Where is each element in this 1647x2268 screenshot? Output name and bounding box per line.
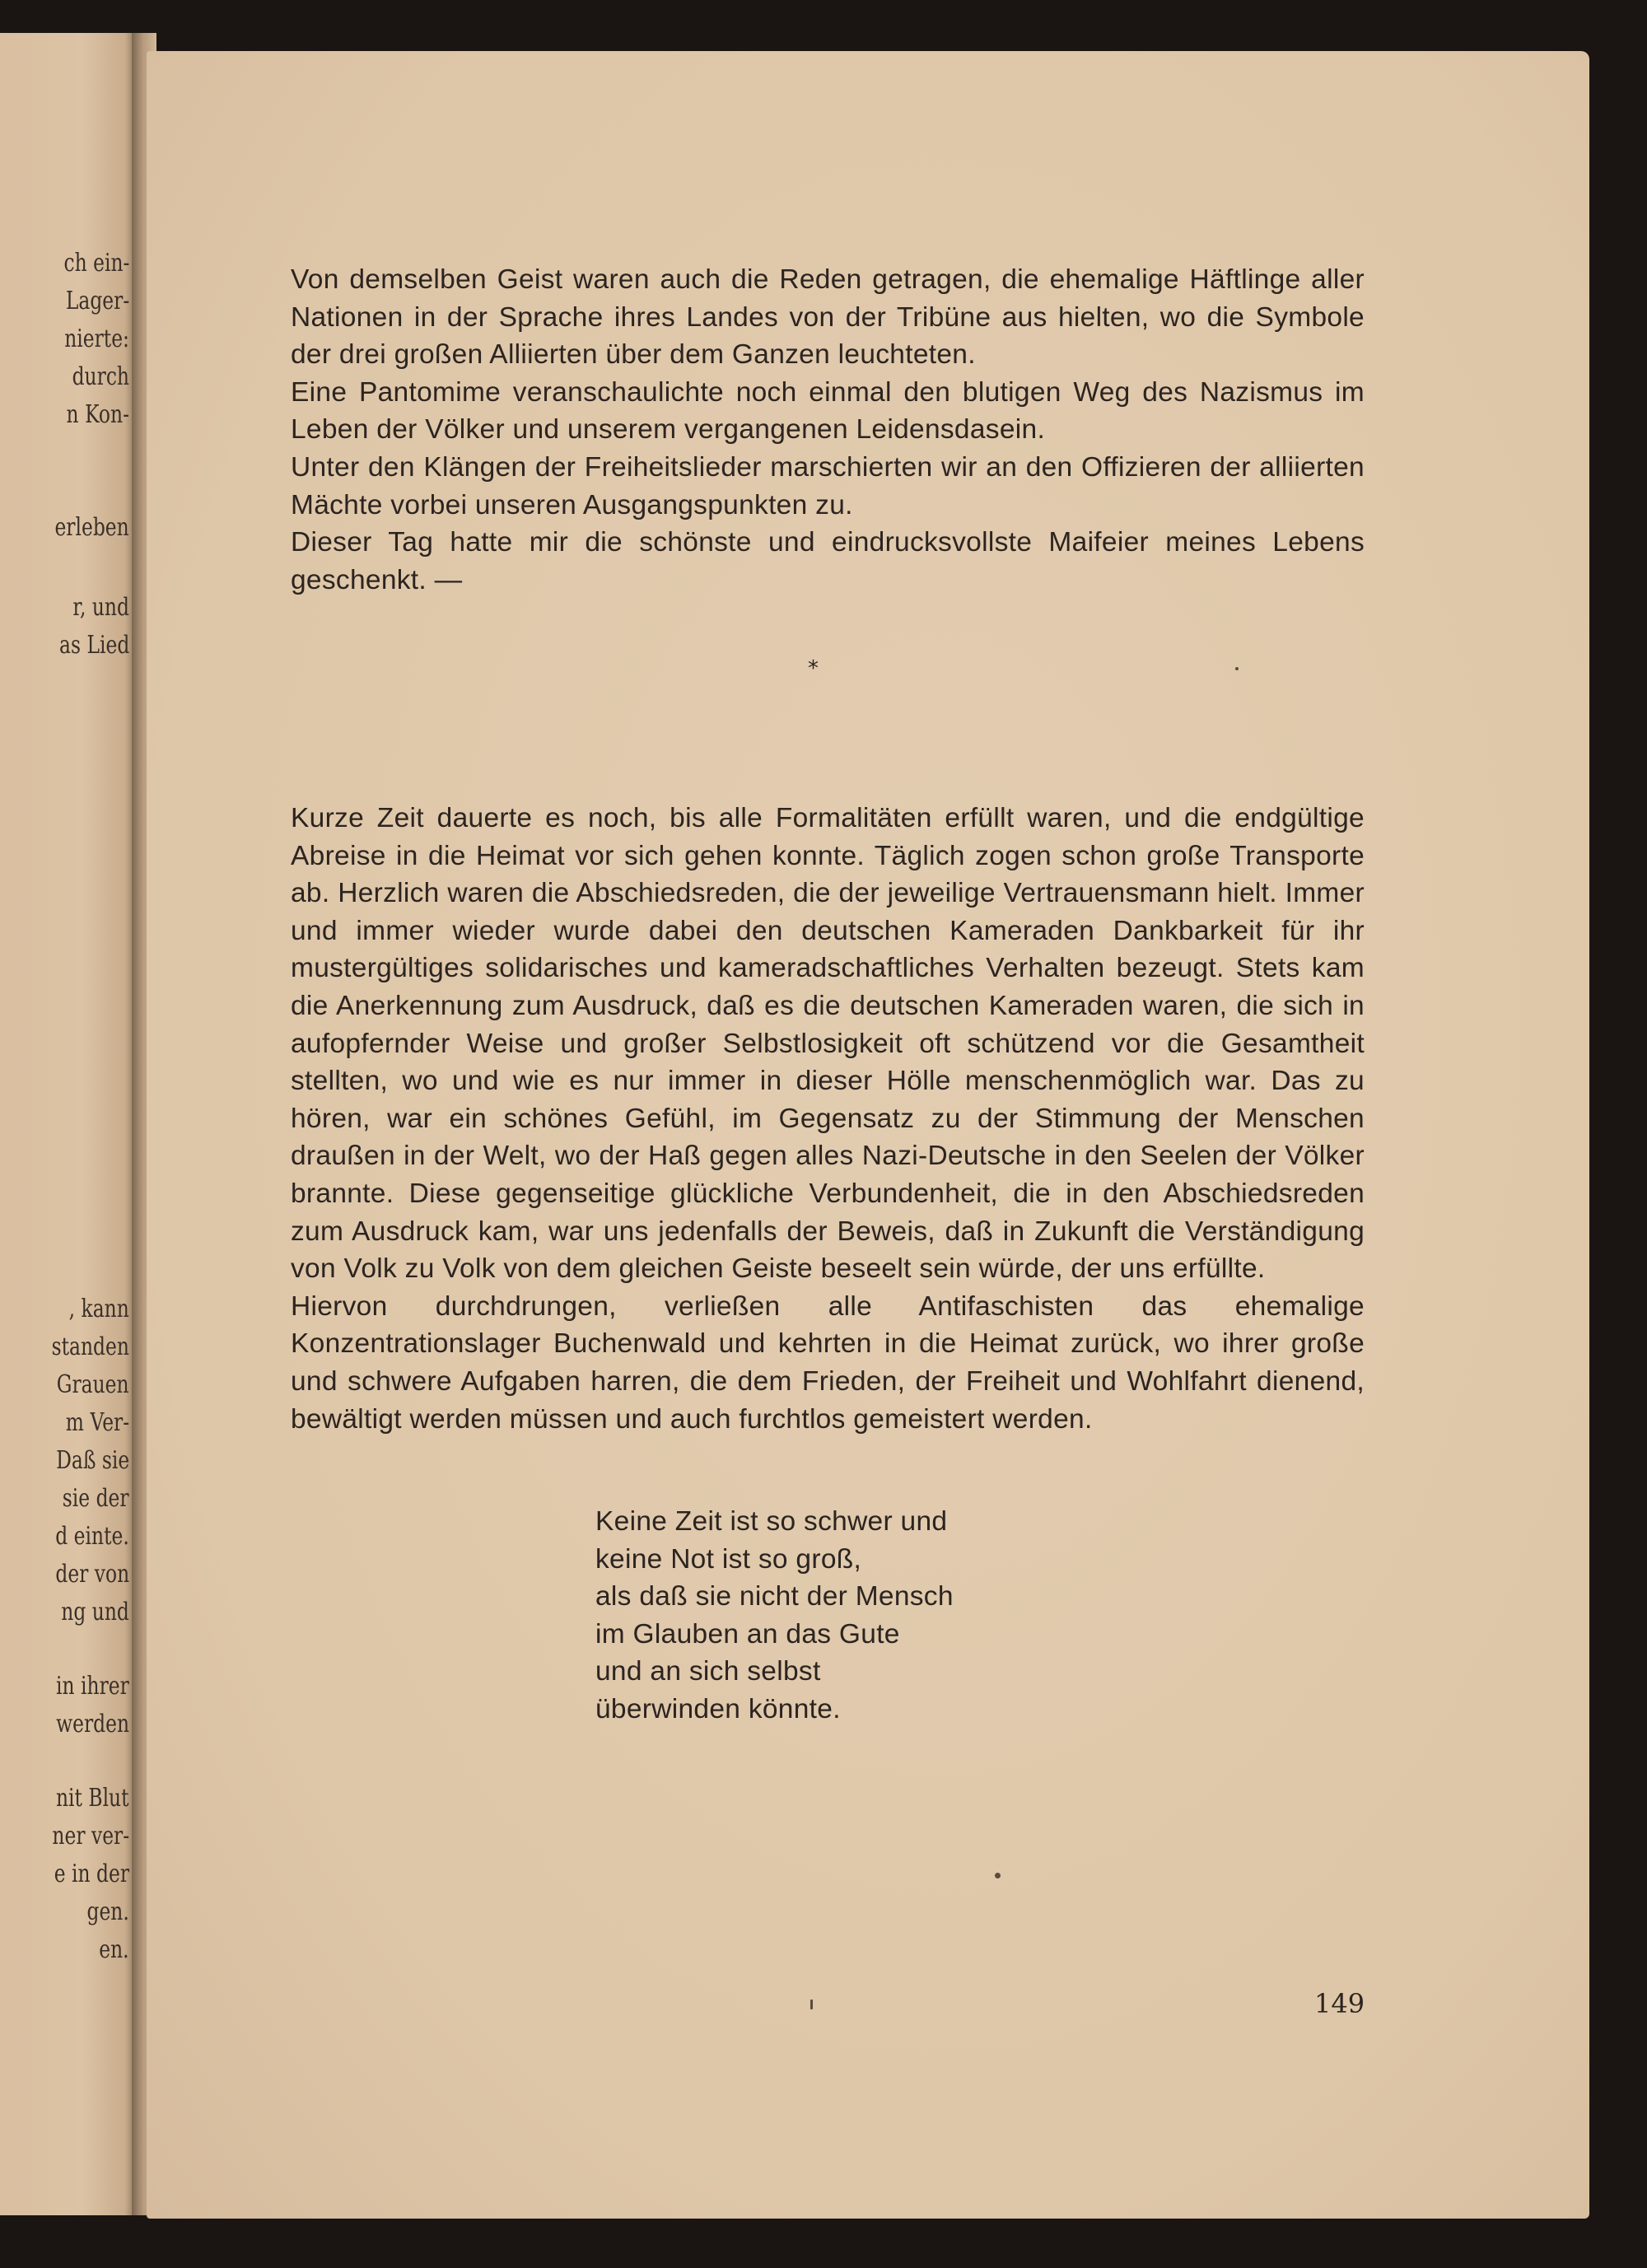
paragraph: Kurze Zeit dauerte es noch, bis alle Formalitäten erfüllt waren, und die endgültige Abreise in die Heimat vor sich gehen konnte. Täglich zogen schon große Transporte ab. Herzlich waren die Abschiedsreden, die der jeweilige Vertrauensmann hielt. Immer und immer wieder wurde dabei den deutschen Kameraden Dankbarkeit für ihr mustergültiges solidarisches und kameradschaftliches Verhalten bezeugt. Stets kam die Anerkennung zum Ausdruck, daß es die deutschen Kameraden waren, die sich in aufopfernder Weise und großer Selbstlosigkeit oft schützend vor die Gesamtheit stellten, wo und wie es nur immer in dieser Hölle menschenmöglich war. Das zu hören, war ein schönes Gefühl, im Gegensatz zu der Stimmung der Menschen draußen in der Welt, wo der Haß gegen alles Nazi-Deutsche in den Seelen der Völker brannte. Diese gegenseitige glückliche Verbundenheit, die in den Abschiedsreden zum Ausdruck kam, war uns jedenfalls der Beweis, daß in Zukunft die Verständigung von Volk zu Volk von dem gleichen Geiste beseelt sein würde, der uns erfüllte. bbox=[291, 803, 1365, 1285]
left-page-line: standen bbox=[51, 1332, 129, 1361]
left-page-line: , kann bbox=[68, 1295, 129, 1323]
paper-speck bbox=[995, 1873, 1001, 1878]
left-page-line: ner ver- bbox=[52, 1822, 129, 1850]
paragraph: Unter den Klängen der Freiheitslieder marschierten wir an den Offizieren der alliierten Mächte vorbei unseren Ausgangspunkten zu. bbox=[291, 451, 1365, 520]
left-page-line: nierte: bbox=[64, 324, 129, 353]
left-page-line: r, und bbox=[72, 593, 129, 622]
poem-line: überwinden könnte. bbox=[595, 1693, 841, 1724]
page-149 bbox=[147, 51, 1589, 2219]
left-page-line: durch bbox=[72, 362, 129, 391]
paragraph: Von demselben Geist waren auch die Reden getragen, die ehemalige Häftlinge aller Nationen in der Sprache ihres Landes von der Tribüne aus hielten, wo die Symbole der drei großen Alliierten über dem Ganzen leuchteten. bbox=[291, 264, 1365, 371]
left-page-line: sie der bbox=[63, 1484, 129, 1513]
poem-line: Keine Zeit ist so schwer und bbox=[595, 1506, 948, 1537]
left-page-line: ch ein- bbox=[63, 249, 129, 278]
poem-line: und an sich selbst bbox=[595, 1656, 821, 1687]
left-facing-page bbox=[0, 33, 136, 2215]
section-may-day bbox=[291, 261, 1365, 599]
section-separator: * bbox=[808, 656, 819, 681]
left-page-line: Daß sie bbox=[55, 1446, 129, 1475]
poem-line: keine Not ist so groß, bbox=[595, 1543, 862, 1575]
left-page-line: gen. bbox=[86, 1897, 129, 1926]
left-page-line: en. bbox=[99, 1935, 129, 1964]
left-page-line: d einte. bbox=[55, 1522, 129, 1551]
left-page-line: werden bbox=[56, 1710, 129, 1738]
left-page-line: m Ver- bbox=[65, 1408, 129, 1437]
left-page-line: e in der bbox=[54, 1860, 129, 1888]
poem-line: als daß sie nicht der Mensch bbox=[595, 1581, 954, 1612]
left-page-line: ng und bbox=[61, 1598, 129, 1626]
paper-speck bbox=[1235, 667, 1239, 670]
left-page-line: in ihrer bbox=[56, 1672, 129, 1701]
left-page-line: der von bbox=[55, 1560, 129, 1589]
paragraph: Hiervon durchdrungen, verließen alle Antifaschisten das ehemalige Konzentrationslager Buchenwald und kehrten in die Heimat zurück, wo ihrer große und schwere Aufgaben harren, die dem Frieden, der Freiheit und Wohlfahrt dienend, bewältigt werden müssen und auch furchtlos gemeistert werden. bbox=[291, 1290, 1365, 1435]
paragraph: Dieser Tag hatte mir die schönste und eindrucksvollste Maifeier meines Lebens geschenkt. — bbox=[291, 527, 1365, 595]
left-page-line: as Lied bbox=[58, 631, 129, 660]
left-page-line: Grauen bbox=[57, 1370, 129, 1399]
poem-line: im Glauben an das Gute bbox=[595, 1618, 900, 1650]
closing-poem bbox=[595, 1503, 954, 1729]
section-departure bbox=[291, 800, 1365, 1438]
page-number: 149 bbox=[1314, 1988, 1365, 2019]
left-page-line: nit Blut bbox=[56, 1784, 129, 1813]
paragraph: Eine Pantomime veranschaulichte noch einmal den blutigen Weg des Nazismus im Leben der Völker und unserem vergangenen Leidensdasein. bbox=[291, 376, 1365, 446]
paper-speck bbox=[810, 2000, 813, 2009]
left-page-line: n Kon- bbox=[66, 400, 129, 429]
left-page-line: erleben bbox=[54, 513, 129, 542]
left-page-line: Lager- bbox=[65, 287, 129, 315]
